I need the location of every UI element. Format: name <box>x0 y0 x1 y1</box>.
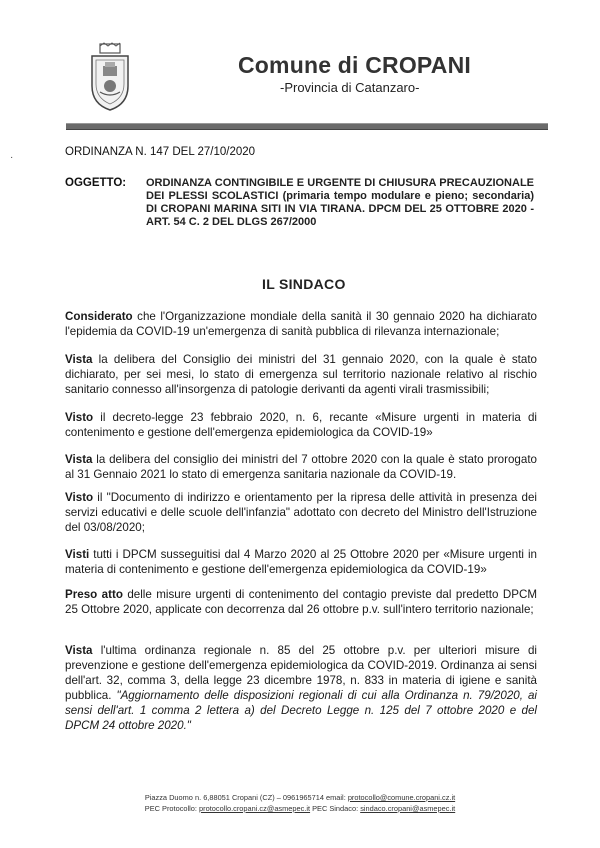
footer-pec-link[interactable]: protocollo.cropani.cz@asmepec.it <box>199 804 311 813</box>
paragraph-vista-3 <box>65 643 537 733</box>
province-subtitle: -Provincia di Catanzaro- <box>280 80 420 95</box>
paragraph-text: la delibera del Consiglio dei ministri del 31 gennaio 2020, con la quale è stato dichiarato, per sei mesi, lo stato di emergenza sul territorio nazionale relativo al rischio sanitario connesso all'insorgenza di patologie derivanti da agenti virali trasmissibili; <box>65 353 537 396</box>
paragraph-lead: Visto <box>65 491 94 504</box>
paragraph-visto-2 <box>65 490 537 535</box>
paragraph-lead: Visti <box>65 548 90 561</box>
footer-pec-label: PEC Protocollo: <box>144 804 200 813</box>
footer-pec-sindaco-label: PEC Sindaco: <box>310 804 361 813</box>
header-divider <box>66 123 548 130</box>
paragraph-lead: Vista <box>65 353 93 366</box>
paragraph-considerato <box>65 309 537 339</box>
paragraph-text: che l'Organizzazione mondiale della sanità il 30 gennaio 2020 ha dichiarato l'epidemia da COVID-19 un'emergenza di sanità pubblica di rilevanza internazionale; <box>65 310 537 338</box>
paragraph-visto-1 <box>65 410 537 440</box>
paragraph-lead: Preso atto <box>65 588 123 601</box>
paragraph-text: il decreto-legge 23 febbraio 2020, n. 6, recante «Misure urgenti in materia di contenimento e gestione dell'emergenza epidemiologica da COVID-19» <box>65 411 537 439</box>
footer-pec-sindaco-link[interactable]: sindaco.cropani@asmepec.it <box>360 804 456 813</box>
paragraph-text: tutti i DPCM susseguitisi dal 4 Marzo 2020 al 25 Ottobre 2020 per «Misure urgenti in materia di contenimento e gestione dell'emergenza epidemiologica da COVID-19» <box>65 548 537 576</box>
paragraph-lead: Vista <box>65 453 93 466</box>
page-footer <box>0 792 600 814</box>
mayor-heading: IL SINDACO <box>262 276 346 292</box>
paragraph-text: l'ultima ordinanza regionale n. 85 del 25 ottobre p.v. per ulteriori misure di prevenzione e gestione dell'emergenza epidemiologica da COVID-2019. Ordinanza ai sensi dell'art. 32, comma 3, della legge 23 dicembre 1978, n. 833 in materia di igiene e sanità pubblica. <box>65 644 537 702</box>
ordinance-number: ORDINANZA N. 147 DEL 27/10/2020 <box>65 146 256 158</box>
municipality-title: Comune di CROPANI <box>238 52 471 78</box>
margin-mark: · <box>10 152 14 163</box>
paragraph-text: il "Documento di indirizzo e orientamento per la ripresa delle attività in presenza dei servizi educativi e delle scuole dell'infanzia" adottato con decreto del Ministro dell'Istruzione del 03/08/2020; <box>65 491 537 534</box>
footer-address: Piazza Duomo n. 6,88051 Cropani (CZ) – 0961965714 email: <box>144 793 348 802</box>
subject-body: ORDINANZA CONTINGIBILE E URGENTE DI CHIUSURA PRECAUZIONALE DEI PLESSI SCOLASTICI (primaria tempo modulare e pieno; secondaria) DI CROPANI MARINA SITI IN VIA TIRANA. <box>146 177 534 215</box>
paragraph-lead: Considerato <box>65 310 133 323</box>
footer-line-2 <box>0 803 600 814</box>
paragraph-vista-1 <box>65 352 537 397</box>
paragraph-text: la delibera del consiglio dei ministri del 7 ottobre 2020 con la quale è stato prorogato al 31 Gennaio 2021 lo stato di emergenza sanitaria nazionale da COVID-19. <box>65 453 537 481</box>
paragraph-preso-atto <box>65 587 537 617</box>
paragraph-visti <box>65 547 537 577</box>
subject-dpcm-reference: DPCM DEL 25 OTTOBRE 2020 - ART. 54 C. 2 DEL DLGS 267/2000 <box>146 203 535 228</box>
paragraph-text: delle misure urgenti di contenimento del contagio previste dal predetto DPCM 25 Ottobre 2020, applicate con decorrenza dal 26 ottobre p.v. sull'intero territorio nazionale; <box>65 588 537 616</box>
paragraph-lead: Visto <box>65 411 94 424</box>
municipal-crest-emblem <box>88 42 132 112</box>
subject-text <box>146 177 534 229</box>
paragraph-lead: Vista <box>65 644 93 657</box>
footer-email-link[interactable]: protocollo@comune.cropani.cz.it <box>347 793 456 802</box>
footer-line-1 <box>0 792 600 803</box>
paragraph-vista-2 <box>65 452 537 482</box>
paragraph-italic-quote: "Aggiornamento delle disposizioni regionali di cui alla Ordinanza n. 79/2020, ai sensi dell'art. 1 comma 2 lettera a) del Decreto Legge n. 125 del 7 ottobre 2020 e del DPCM 24 ottobre 2020." <box>65 689 537 732</box>
subject-label: OGGETTO: <box>65 177 127 189</box>
